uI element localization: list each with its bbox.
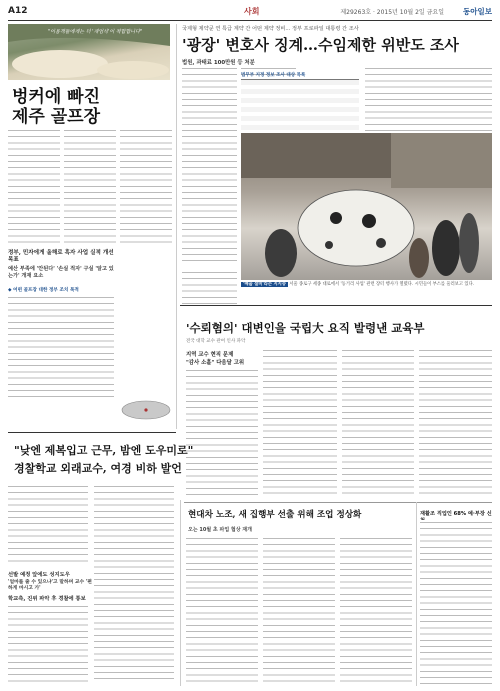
- scandal-headline: '광장' 변호사 징계…수임제한 위반도 조사: [182, 36, 459, 54]
- brief-title: 재활조 직업인 68% 예·부장 신: [420, 511, 492, 517]
- university-headline: '수뢰혐의' 대변인을 국립大 요직 발령낸 교육부: [186, 321, 425, 335]
- jeju-map: [116, 396, 172, 424]
- scandal-sub: 법원, 과태료 100만원 등 처분: [182, 60, 255, 66]
- police-sub1: 선발 예정 앞에도 성지도우: [8, 572, 70, 578]
- photo-caption-title: '배출 설비'라는 지지증: [243, 282, 286, 287]
- golf-bunker-photo: [8, 24, 170, 80]
- university-sub2: "감사 소홀" 다음달 고위: [186, 360, 245, 366]
- bunker-sub2: 예산 부족에 '안된다' '손실 적자' 구실 '알고 있는가' 개재 요소: [8, 266, 114, 279]
- page-header: [8, 6, 492, 21]
- scandal-kicker: 국제형 제약쿤 연 특급 계약 간 어떤 제약 정비... 정부 프로파일 대통령 간 조사: [182, 26, 359, 32]
- photo-caption: "이용객들에게는 더 '계엄식'이 적합합니다": [48, 29, 143, 35]
- street-event-photo: [241, 133, 492, 280]
- scandal-body-col1b: [182, 270, 237, 305]
- police-body-col2: [94, 484, 174, 684]
- hyundai-headline: 현대차 노조, 새 집행부 선출 위해 조업 정상화: [188, 510, 362, 520]
- photo-caption-text: 서울 종로구 세종 대로에서 '동거리 사업' 관련 장터 행사가 열렸다. 시민들이 부스를 둘러보고 있다.: [289, 282, 475, 287]
- crowd-scene: [241, 133, 492, 280]
- bunker-headline-line1: 벙커에 빠진: [12, 87, 101, 107]
- brief-body: [420, 520, 492, 684]
- scandal-table: [241, 72, 359, 130]
- police-body-col1b: [8, 604, 88, 684]
- police-body-col1: [8, 484, 88, 566]
- bunker-body-col2: [64, 128, 116, 246]
- police-headline-line1: "낮엔 제복입고 근무, 밤엔 도우미로": [14, 444, 194, 457]
- hyundai-body-col3: [340, 536, 412, 684]
- issue-date: 제29263호 · 2015년 10월 2일 금요일: [340, 9, 444, 16]
- page-number: A12: [8, 6, 28, 16]
- bunker-body-col3: [120, 128, 172, 246]
- photo-caption-box: [241, 282, 492, 300]
- university-body-col2: [263, 348, 337, 498]
- university-sub1: 지역 교수 현직 문제: [186, 352, 234, 358]
- university-body-col4: [419, 348, 492, 498]
- table-title: 법무부 지정 정보 조사 대상 목록: [241, 73, 306, 78]
- police-sub2: '얼마를 줄 수 있으냐'고 말하며 교수 '편하게 마시고 가': [8, 580, 92, 591]
- bunker-sub1: 정부, 민자에게 올해로 흑자 사업 실적 개선 목표: [8, 250, 114, 263]
- scandal-body-col1: [182, 66, 237, 266]
- newspaper-logo: 동아일보: [463, 7, 492, 16]
- police-sub3: 학교측, 진위 파악 후 경찰에 통보: [8, 596, 86, 602]
- bunker-box-title: ◆ 어떤 골프장 대한 정부 조치 목적: [8, 288, 79, 293]
- police-headline-line2: 경찰학교 외래교수, 여경 비하 발언: [14, 462, 182, 475]
- hyundai-body-col1: [186, 536, 258, 684]
- university-body-col1: [186, 368, 258, 498]
- hyundai-body-col2: [263, 536, 335, 684]
- bunker-box-body: [8, 295, 114, 400]
- university-byline: 전국 대학 교수 관여 인사 파악: [186, 339, 246, 344]
- university-body-col3: [342, 348, 414, 498]
- hyundai-sub: 오는 10월 초 파업 협상 재개: [188, 527, 252, 533]
- section-name: 사회: [244, 7, 260, 16]
- bunker-headline-line2: 제주 골프장: [12, 107, 101, 127]
- bunker-body-col1: [8, 128, 60, 246]
